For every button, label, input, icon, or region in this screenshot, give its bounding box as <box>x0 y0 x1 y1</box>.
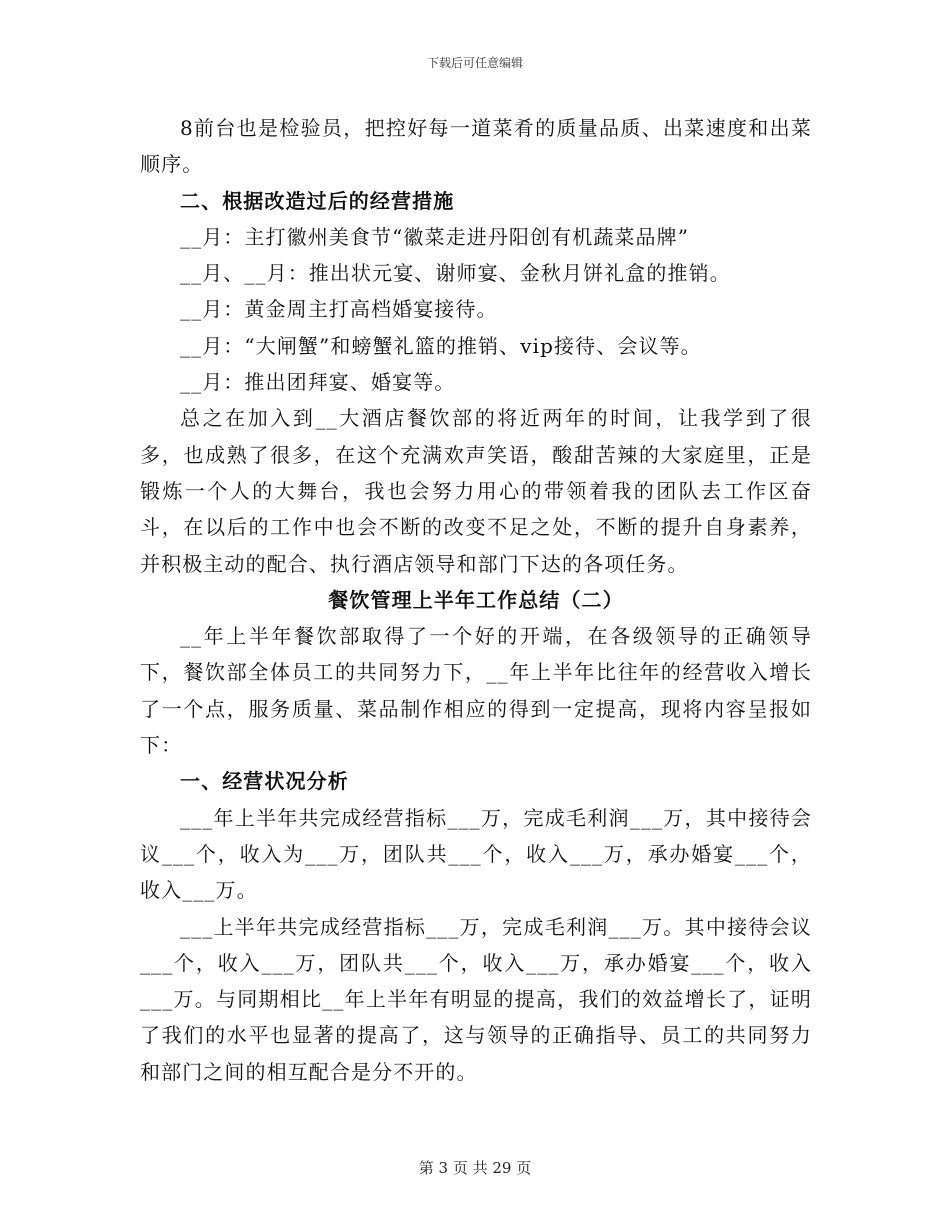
paragraph: __月：推出团拜宴、婚宴等。 <box>180 370 456 395</box>
section-heading: 一、经营状况分析 <box>180 769 349 794</box>
paragraph: 总之在加入到__大酒店餐饮部的将近两年的时间，让我学到了很多，也成熟了很多，在这个充满欢声笑语，酸甜苦辣的大家庭里，正是锻炼一个人的大舞台，我也会努力用心的带领着我的团队去工作区奋斗，在以后的工作中也会不断的改变不足之处，不断的提升自身素养，并积极主动的配合、执行酒店领导和部门下达的各项任务。 <box>140 406 812 576</box>
paragraph: __月、__月：推出状元宴、谢师宴、金秋月饼礼盒的推销。 <box>180 261 731 286</box>
paragraph: __月：主打徽州美食节“徽菜走进丹阳创有机蔬菜品牌” <box>180 224 690 249</box>
page-footer: 第 3 页 共 29 页 <box>418 1159 532 1177</box>
paragraph: ___上半年共完成经营指标___万，完成毛利润___万。其中接待会议___个，收入___万，团队共___个，收入___万，承办婚宴___个，收入___万。与同期相比__年上半年有明显的提高，我们的效益增长了，证明了我们的水平也显著的提高了，这与领导的正确指导、员工的共同努力和部门之间的相互配合是分不开的。 <box>140 914 812 1084</box>
page-header: 下载后可任意编辑 <box>426 56 523 70</box>
paragraph: __月：“大闸蟹”和螃蟹礼篮的推销、vip接待、会议等。 <box>180 333 702 358</box>
paragraph: __月：黄金周主打高档婚宴接待。 <box>180 297 498 322</box>
paragraph: 8前台也是检验员，把控好每一道菜肴的质量品质、出菜速度和出菜顺序。 <box>140 116 812 177</box>
document-title: 餐饮管理上半年工作总结（二） <box>328 587 624 612</box>
paragraph: ___年上半年共完成经营指标___万，完成毛利润___万，其中接待会议___个，收入为___万，团队共___个，收入___万，承办婚宴___个，收入___万。 <box>140 805 812 903</box>
paragraph: __年上半年餐饮部取得了一个好的开端，在各级领导的正确领导下，餐饮部全体员工的共同努力下，__年上半年比往年的经营收入增长了一个点，服务质量、菜品制作相应的得到一定提高，现将内容呈报如下： <box>140 624 812 758</box>
document-body <box>140 110 812 1090</box>
section-heading: 二、根据改造过后的经营措施 <box>180 188 455 213</box>
